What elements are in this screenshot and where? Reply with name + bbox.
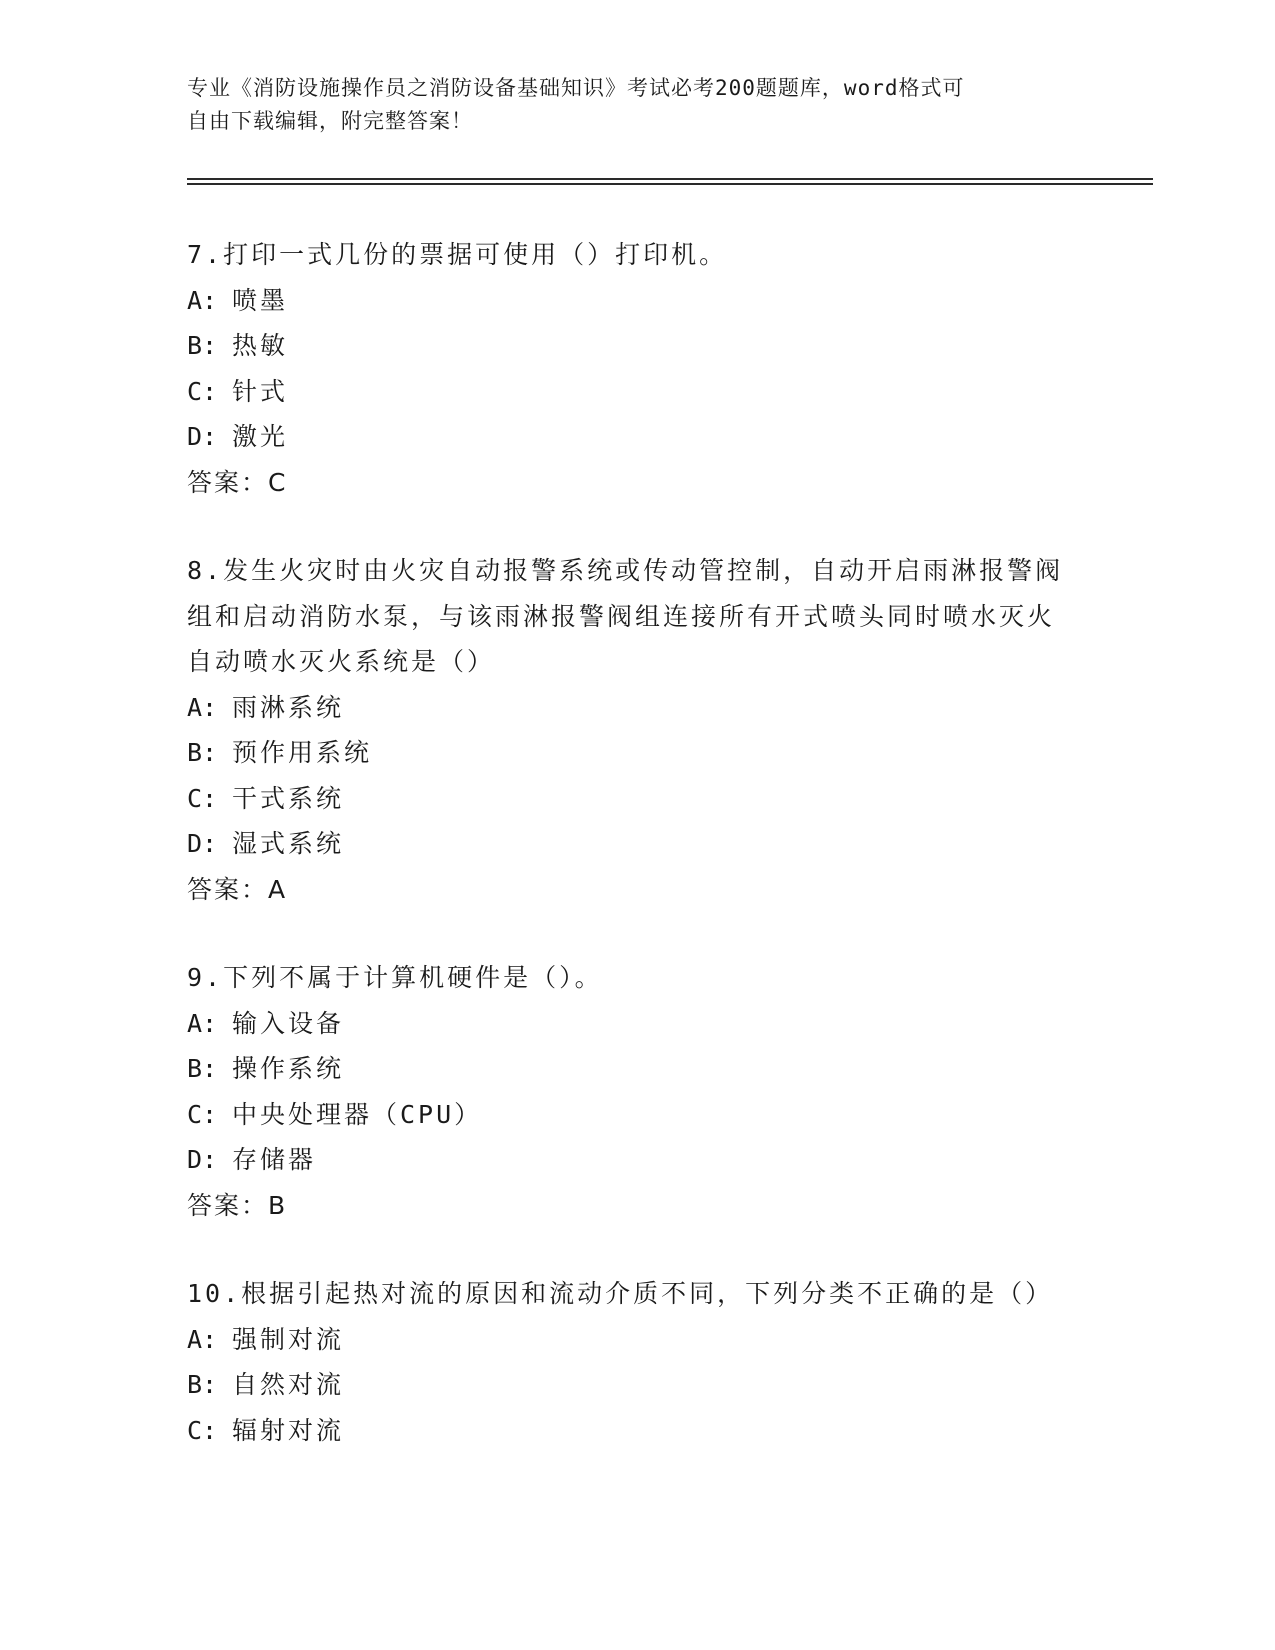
option-letter: D: [187, 1145, 218, 1174]
option-text: 干式系统 [232, 783, 345, 813]
header-divider-top [187, 178, 1153, 180]
option-d [187, 821, 1067, 867]
option-text: 自然对流 [232, 1370, 345, 1399]
option-letter: A: [187, 692, 218, 722]
question-text: 7.打印一式几份的票据可使用（）打印机。 [187, 240, 728, 269]
header-line-2: 自由下载编辑，附完整答案！ [187, 109, 473, 133]
option-letter: C: [187, 783, 218, 813]
question-text: 9.下列不属于计算机硬件是（）。 [187, 963, 603, 992]
question-7 [187, 232, 1067, 505]
option-a [187, 685, 1067, 731]
option-text: 热敏 [232, 331, 289, 360]
option-a [187, 1001, 1067, 1047]
option-letter: B: [187, 1054, 218, 1083]
option-text: 预作用系统 [232, 738, 373, 767]
document-header [187, 72, 1067, 138]
option-letter: A: [187, 1324, 218, 1354]
option-text: 辐射对流 [232, 1415, 345, 1445]
question-10 [187, 1271, 1067, 1453]
option-letter: C: [187, 1099, 218, 1129]
option-c [187, 369, 1067, 415]
option-c [187, 776, 1067, 822]
option-a [187, 278, 1067, 324]
option-letter: C: [187, 376, 218, 406]
option-a [187, 1317, 1067, 1363]
option-text: 喷墨 [232, 285, 289, 315]
question-9 [187, 955, 1067, 1228]
option-letter: B: [187, 331, 218, 360]
question-list [187, 232, 1067, 1496]
option-text: 输入设备 [232, 1008, 345, 1038]
option-letter: B: [187, 738, 218, 767]
option-text: 存储器 [232, 1145, 317, 1174]
option-b [187, 1362, 1067, 1408]
option-letter: B: [187, 1370, 218, 1399]
option-letter: D: [187, 422, 218, 451]
question-text: 8.发生火灾时由火灾自动报警系统或传动管控制，自动开启雨淋报警阀组和启动消防水泵，与该雨淋报警阀组连接所有开式喷头同时喷水灭火自动喷水灭火系统是（） [187, 556, 1064, 676]
option-text: 激光 [232, 422, 289, 451]
option-letter: D: [187, 829, 218, 858]
header-divider-bottom [187, 183, 1153, 185]
question-text: 10.根据引起热对流的原因和流动介质不同，下列分类不正确的是（） [187, 1279, 1054, 1308]
question-8 [187, 548, 1067, 912]
option-b [187, 323, 1067, 369]
option-text: 针式 [232, 376, 289, 406]
option-c [187, 1408, 1067, 1454]
option-letter: A: [187, 285, 218, 315]
option-text: 雨淋系统 [232, 692, 345, 722]
answer-line: 答案：B [187, 1190, 288, 1220]
option-text: 操作系统 [232, 1054, 345, 1083]
option-d [187, 414, 1067, 460]
option-b [187, 730, 1067, 776]
option-text: 中央处理器（CPU） [232, 1099, 483, 1129]
option-letter: A: [187, 1008, 218, 1038]
option-letter: C: [187, 1415, 218, 1445]
option-text: 强制对流 [232, 1324, 345, 1354]
option-b [187, 1046, 1067, 1092]
header-line-1: 专业《消防设施操作员之消防设备基础知识》考试必考200题题库，word格式可 [187, 76, 965, 100]
option-text: 湿式系统 [232, 829, 345, 858]
option-c [187, 1092, 1067, 1138]
answer-line: 答案：A [187, 874, 288, 904]
option-d [187, 1137, 1067, 1183]
answer-line: 答案：C [187, 467, 288, 497]
